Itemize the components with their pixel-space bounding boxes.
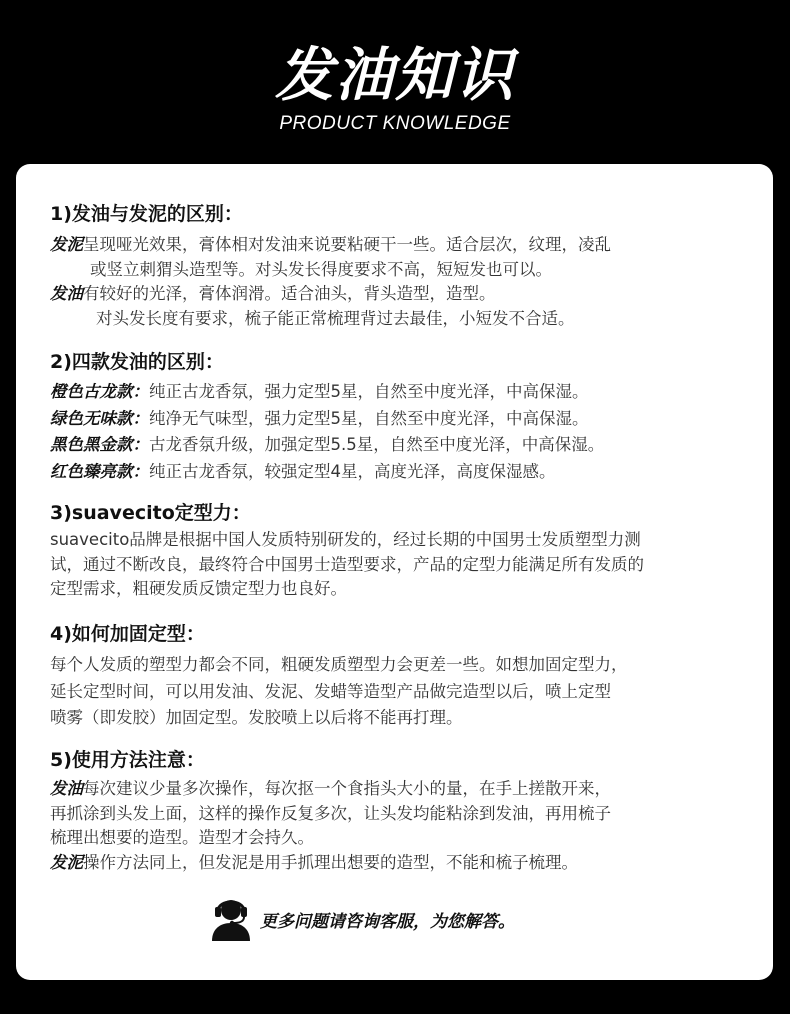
term-label: 发泥 (50, 852, 83, 872)
section-heading: 1)发油与发泥的区别： (50, 203, 243, 225)
term-label: 橙色古龙款 (50, 382, 133, 401)
content-card (16, 164, 773, 980)
paragraph-line (50, 777, 753, 802)
paragraph-line: 喷雾（即发胶）加固定型。发胶喷上以后将不能再打理。 (50, 708, 463, 727)
page-header (0, 0, 790, 164)
paragraph-text: 每次建议少量多次操作，每次抠一个食指头大小的量，在手上搓散开来， (83, 779, 611, 798)
customer-service-note (210, 894, 515, 944)
page-title: 发油知识 (274, 41, 515, 109)
term-label: 发油 (50, 284, 83, 303)
paragraph-line (50, 233, 753, 258)
paragraph-line: suavecito品牌是根据中国人发质特别研发的，经过长期的中国男士发质塑型力测 (50, 530, 641, 549)
list-item: 绿色无味款：纯净无气味型，强力定型5星，自然至中度光泽，中高保湿。 (50, 408, 589, 428)
term-label: 黑色黑金款 (50, 435, 133, 454)
section-difference (50, 200, 753, 331)
item-text: 纯正古龙香氛，强力定型5星，自然至中度光泽，中高保湿。 (149, 382, 589, 401)
section-four-variants (50, 348, 753, 484)
customer-service-text: 更多问题请咨询客服，为您解答。 (260, 911, 515, 932)
paragraph-line (50, 282, 753, 307)
item-text: 纯正古龙香氛，较强定型4星，高度光泽，高度保湿感。 (149, 461, 556, 481)
list-item: 黑色黑金款：古龙香氛升级，加强定型5.5星，自然至中度光泽，中高保湿。 (50, 435, 605, 454)
paragraph-line (50, 851, 753, 876)
paragraph-line: 试，通过不断改良，最终符合中国男士造型要求，产品的定型力能满足所有发质的 (50, 554, 644, 574)
paragraph-line: 再抓涂到头发上面，这样的操作反复多次，让头发均能粘涂到发油，再用梳子 (50, 803, 611, 823)
list-item: 橙色古龙款：纯正古龙香氛，强力定型5星，自然至中度光泽，中高保湿。 (50, 382, 589, 401)
paragraph-text: 操作方法同上，但发泥是用手抓理出想要的造型，不能和梳子梳理。 (83, 852, 578, 872)
paragraph-text: 有较好的光泽，膏体润滑。适合油头，背头造型，造型。 (83, 284, 496, 303)
customer-service-headset-icon (210, 893, 252, 945)
term-label: 绿色无味款 (50, 408, 133, 428)
section-heading: 4)如何加固定型： (50, 623, 205, 645)
item-text: 古龙香氛升级，加强定型5.5星，自然至中度光泽，中高保湿。 (149, 435, 605, 454)
term-label: 红色臻亮款 (50, 461, 133, 481)
section-heading: 2)四款发油的区别： (50, 351, 224, 373)
paragraph-line: 对头发长度有要求，梳子能正常梳理背过去最佳，小短发不合适。 (96, 308, 575, 328)
section-hold-strength (50, 499, 753, 602)
paragraph-line: 定型需求，粗硬发质反馈定型力也良好。 (50, 579, 347, 598)
paragraph-line: 梳理出想要的造型。造型才会持久。 (50, 828, 314, 847)
paragraph-line: 延长定型时间，可以用发油、发泥、发蜡等造型产品做完造型以后，喷上定型 (50, 681, 611, 701)
paragraph-text: 呈现哑光效果，膏体相对发油来说要粘硬干一些。适合层次，纹理，凌乱 (83, 235, 611, 254)
term-label: 发泥 (50, 235, 83, 254)
list-item: 红色臻亮款：纯正古龙香氛，较强定型4星，高度光泽，高度保湿感。 (50, 461, 556, 481)
page-subtitle: PRODUCT KNOWLEDGE (279, 113, 511, 134)
paragraph-line: 或竖立刺猬头造型等。对头发长得度要求不高，短短发也可以。 (90, 259, 552, 279)
item-text: 纯净无气味型，强力定型5星，自然至中度光泽，中高保湿。 (149, 408, 589, 428)
section-heading: 3)suavecito定型力： (50, 502, 251, 524)
term-label: 发油 (50, 779, 83, 798)
section-reinforce-hold (50, 620, 753, 731)
paragraph-line: 每个人发质的塑型力都会不同，粗硬发质塑型力会更差一些。如想加固定型力， (50, 655, 628, 674)
section-usage-notes (50, 746, 753, 875)
section-heading: 5)使用方法注意： (50, 749, 205, 771)
